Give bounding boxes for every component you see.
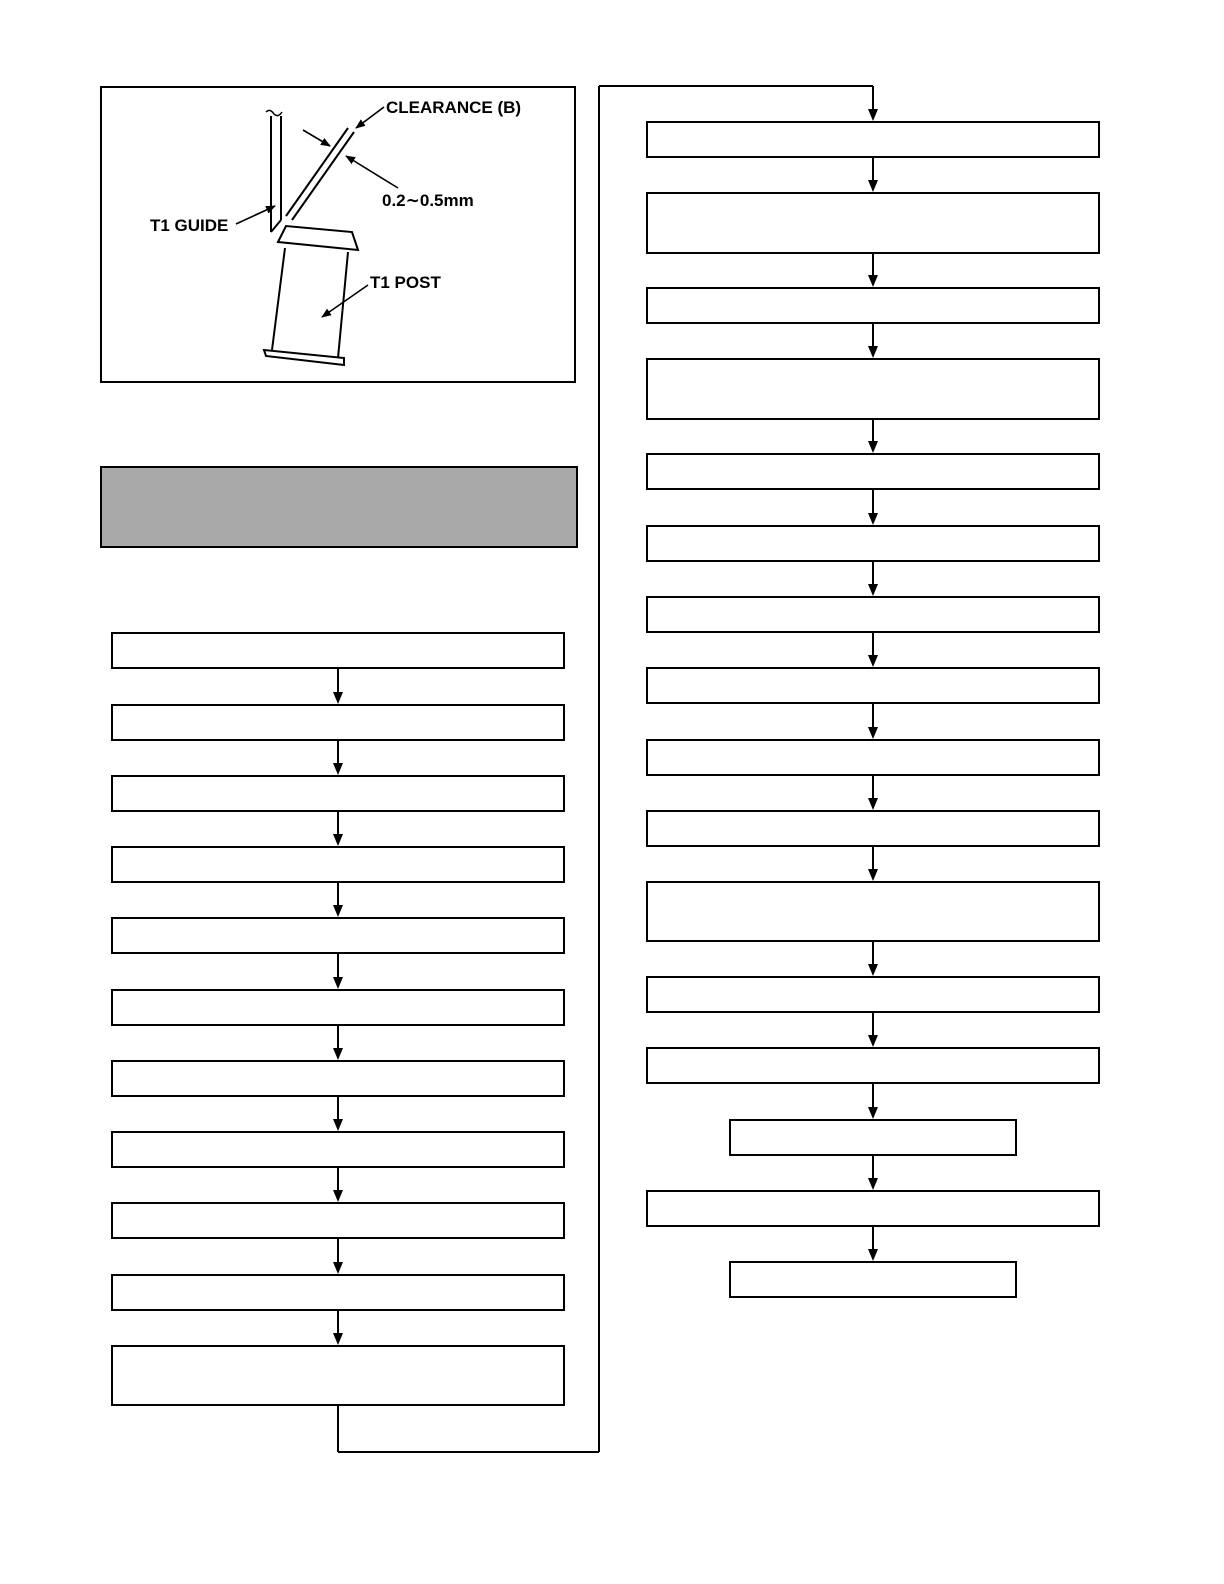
left-connector-1-head xyxy=(333,692,343,704)
right-connector-9-head xyxy=(868,798,878,810)
flow-step-right-13 xyxy=(646,1047,1100,1084)
flow-step-right-2 xyxy=(646,192,1100,254)
flow-step-right-3 xyxy=(646,287,1100,324)
right-connector-13-head xyxy=(868,1107,878,1119)
flow-step-left-5 xyxy=(111,917,565,954)
flow-step-left-7 xyxy=(111,1060,565,1097)
flow-step-right-5 xyxy=(646,453,1100,490)
flow-step-left-1 xyxy=(111,632,565,669)
flow-step-right-15 xyxy=(646,1190,1100,1227)
left-connector-6-head xyxy=(333,1048,343,1060)
left-connector-2-head xyxy=(333,763,343,775)
left-connector-3-head xyxy=(333,834,343,846)
flow-step-right-10 xyxy=(646,810,1100,847)
flow-step-left-3 xyxy=(111,775,565,812)
flow-step-left-8 xyxy=(111,1131,565,1168)
clearance-label: CLEARANCE (B) xyxy=(386,98,522,117)
flow-step-right-12 xyxy=(646,976,1100,1013)
flow-step-right-7 xyxy=(646,596,1100,633)
left-connector-5-head xyxy=(333,977,343,989)
flow-step-left-9 xyxy=(111,1202,565,1239)
flow-step-right-11 xyxy=(646,881,1100,942)
right-connector-2-head xyxy=(868,275,878,287)
flow-step-right-4 xyxy=(646,358,1100,420)
t1-guide-label: T1 GUIDE xyxy=(150,216,229,235)
flow-step-left-11 xyxy=(111,1345,565,1406)
right-connector-6-head xyxy=(868,584,878,596)
right-connector-3-head xyxy=(868,346,878,358)
t1-post-label: T1 POST xyxy=(370,273,441,292)
flow-step-left-4 xyxy=(111,846,565,883)
right-connector-10-head xyxy=(868,869,878,881)
left-connector-8-head xyxy=(333,1190,343,1202)
column-link-into-right-head xyxy=(868,109,878,121)
flow-step-right-9 xyxy=(646,739,1100,776)
flow-step-right-8 xyxy=(646,667,1100,704)
right-connector-12-head xyxy=(868,1035,878,1047)
flow-step-right-14 xyxy=(729,1119,1017,1156)
right-connector-8-head xyxy=(868,727,878,739)
flow-step-left-10 xyxy=(111,1274,565,1311)
flow-step-right-6 xyxy=(646,525,1100,562)
right-connector-14-head xyxy=(868,1178,878,1190)
left-connector-4-head xyxy=(333,905,343,917)
right-connector-1-head xyxy=(868,180,878,192)
left-connector-7-head xyxy=(333,1119,343,1131)
left-connector-10-head xyxy=(333,1333,343,1345)
right-connector-15-head xyxy=(868,1249,878,1261)
flow-step-left-6 xyxy=(111,989,565,1026)
flow-step-left-2 xyxy=(111,704,565,741)
right-connector-7-head xyxy=(868,655,878,667)
right-connector-4-head xyxy=(868,441,878,453)
flow-step-right-16 xyxy=(729,1261,1017,1298)
right-connector-5-head xyxy=(868,513,878,525)
gap-value-label: 0.2∼0.5mm xyxy=(382,191,474,210)
right-connector-11-head xyxy=(868,964,878,976)
section-title-bar xyxy=(100,466,578,548)
left-connector-9-head xyxy=(333,1262,343,1274)
flow-step-right-1 xyxy=(646,121,1100,158)
